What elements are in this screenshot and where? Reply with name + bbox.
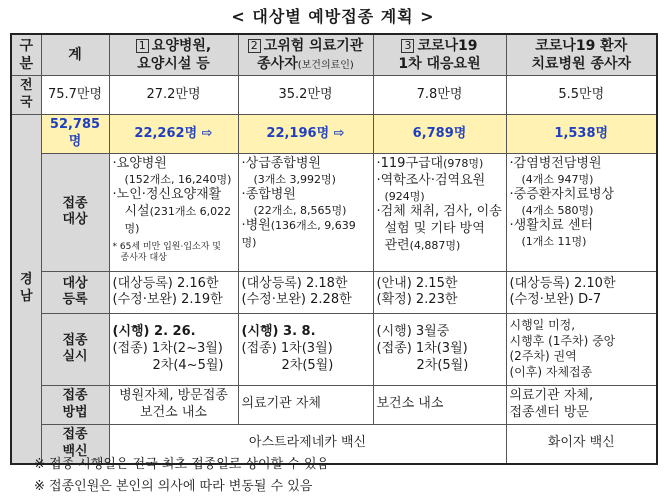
col3-number-box: 3 xyxy=(401,39,414,53)
implementation-c1 xyxy=(109,313,238,385)
target-c2-b: (3개소 3,992명) xyxy=(253,172,336,186)
method-c1-a: 병원자체, 방문접종 xyxy=(119,387,228,403)
registration-c4-a: (대상등록) 2.10한 xyxy=(509,275,616,291)
target-c1-a: ·요양병원 xyxy=(112,155,167,171)
registration-c3 xyxy=(373,271,506,313)
implementation-c3-b: (접종) 1차(3월) xyxy=(376,340,468,356)
target-c1-note1: * 65세 미만 입원·입소자 및 xyxy=(112,241,222,252)
implementation-c2-c: 2차(5월) xyxy=(281,357,334,373)
page-title: < 대상별 예방접종 계획 > xyxy=(231,7,435,26)
gyeongnam-c1 xyxy=(109,115,238,154)
implementation-c4-a: 시행일 미정, xyxy=(509,318,576,333)
implementation-c1-a: (시행) 2. 26. xyxy=(112,324,196,340)
method-c4-b: 접종센터 방문 xyxy=(509,404,589,420)
method-c4 xyxy=(506,385,657,424)
registration-c4 xyxy=(506,271,657,313)
target-c3-f: 설험 및 기타 방역 xyxy=(384,220,485,236)
target-label-1: 접종 xyxy=(62,195,88,211)
implementation-c3 xyxy=(373,313,506,385)
region-label-1: 경 xyxy=(19,271,33,287)
method-c4-a: 의료기관 자체, xyxy=(509,387,594,403)
target-c3-g: 관련 xyxy=(384,237,410,253)
vaccine-pfizer: 화이자 백신 xyxy=(506,424,657,463)
implementation-c2-b: (접종) 1차(3월) xyxy=(241,340,333,356)
target-row xyxy=(11,153,657,271)
target-label xyxy=(41,153,109,271)
vaccine-label-1: 접종 xyxy=(62,426,88,442)
vaccine-label-2: 백신 xyxy=(62,443,88,459)
target-c4-f: (1개소 11명) xyxy=(521,235,587,249)
gyeongnam-c4: 1,538명 xyxy=(506,115,657,154)
method-c3: 보건소 내소 xyxy=(373,385,506,424)
method-label-2: 방법 xyxy=(62,404,88,420)
header-col1-line1: 요양병원, xyxy=(151,38,212,54)
implementation-c3-a: (시행) 3월중 xyxy=(376,324,450,340)
region-label-2: 남 xyxy=(19,288,33,304)
registration-c3-a: (안내) 2.15한 xyxy=(376,275,458,291)
gyeongnam-count-row xyxy=(11,115,657,154)
target-c3-d: (924명) xyxy=(384,189,425,203)
header-col3-line1: 코로나19 xyxy=(417,38,478,54)
registration-label-2: 등록 xyxy=(62,292,88,308)
gyeongnam-c1-value: 22,262명 xyxy=(134,125,198,141)
target-c4-e: ·생활치료 센터 xyxy=(509,218,594,234)
registration-c1-a: (대상등록) 2.16한 xyxy=(112,275,219,291)
national-c1: 27.2만명 xyxy=(109,76,238,115)
target-c1 xyxy=(109,153,238,271)
national-c2: 35.2만명 xyxy=(238,76,373,115)
implementation-c4-d: (이후) 자체접종 xyxy=(509,365,593,380)
implementation-c1-c: 2차(4~5월) xyxy=(152,357,224,373)
target-c3-b: (978명) xyxy=(443,156,484,170)
gyeongnam-total: 52,785명 xyxy=(41,115,109,154)
registration-c3-b: (확정) 2.23한 xyxy=(376,292,458,308)
col2-number-box: 2 xyxy=(248,39,261,53)
header-total: 계 xyxy=(41,34,109,76)
arrow-right-icon: ⇨ xyxy=(333,125,345,141)
header-col4 xyxy=(506,34,657,76)
registration-c1-b: (수정·보완) 2.19한 xyxy=(112,292,223,308)
implementation-c4 xyxy=(506,313,657,385)
target-c1-d: 시설 xyxy=(124,204,150,220)
target-c3-c: ·역학조사·검역요원 xyxy=(376,172,486,188)
target-c2 xyxy=(238,153,373,271)
method-c1-b: 보건소 내소 xyxy=(140,404,207,420)
footnote-1: ※ 접종 시행일은 전국 최초 접종일로 상이할 수 있음 xyxy=(34,457,330,472)
target-c1-c: ·노인·정신요양재활 xyxy=(112,187,222,203)
region-label xyxy=(11,115,41,464)
header-col4-line1: 코로나19 환자 xyxy=(535,38,628,54)
national-label-2: 국 xyxy=(19,95,33,111)
header-col3-line2: 1차 대응요원 xyxy=(398,56,481,73)
national-total: 75.7만명 xyxy=(41,76,109,115)
header-row xyxy=(11,34,657,76)
implementation-row xyxy=(11,313,657,385)
vaccination-plan-table xyxy=(10,33,658,465)
national-c3: 7.8만명 xyxy=(373,76,506,115)
col1-number-box: 1 xyxy=(136,39,149,53)
target-c2-d: (22개소, 8,565명) xyxy=(253,204,347,218)
target-c3 xyxy=(373,153,506,271)
header-col2 xyxy=(238,34,373,76)
method-label-1: 접종 xyxy=(62,387,88,403)
implementation-label xyxy=(41,313,109,385)
target-c1-b: (152개소, 16,240명) xyxy=(124,172,232,186)
target-c4-d: (4개소 580명) xyxy=(521,204,594,218)
registration-label xyxy=(41,271,109,313)
target-c2-e: ·병원 xyxy=(241,218,271,234)
target-c1-note2: 종사자 대상 xyxy=(120,252,167,263)
implementation-label-1: 접종 xyxy=(62,332,88,348)
footnote-2: ※ 접종인원은 본인의 의사에 따라 변동될 수 있음 xyxy=(34,479,313,494)
method-row xyxy=(11,385,657,424)
target-label-2: 대상 xyxy=(62,212,88,228)
arrow-right-icon: ⇨ xyxy=(201,125,213,141)
header-col1 xyxy=(109,34,238,76)
header-col3 xyxy=(373,34,506,76)
gyeongnam-c3: 6,789명 xyxy=(373,115,506,154)
implementation-c2 xyxy=(238,313,373,385)
target-c2-c: ·종합병원 xyxy=(241,187,296,203)
target-c4-b: (4개소 947명) xyxy=(521,172,594,186)
footnotes xyxy=(34,454,329,498)
registration-c2 xyxy=(238,271,373,313)
target-c4-c: ·중증환자치료병상 xyxy=(509,187,615,203)
target-c3-h: (4,887명) xyxy=(409,238,461,252)
target-c2-a: ·상급종합병원 xyxy=(241,155,321,171)
target-c4 xyxy=(506,153,657,271)
method-c2: 의료기관 자체 xyxy=(238,385,373,424)
gyeongnam-c2-value: 22,196명 xyxy=(266,125,330,141)
registration-c2-a: (대상등록) 2.18한 xyxy=(241,275,348,291)
implementation-c2-a: (시행) 3. 8. xyxy=(241,324,316,340)
header-col2-line1: 고위험 의료기관 xyxy=(263,38,364,54)
national-row xyxy=(11,76,657,115)
target-c4-a: ·감염병전담병원 xyxy=(509,155,602,171)
header-col1-line2: 요양시설 등 xyxy=(137,56,210,73)
registration-c1 xyxy=(109,271,238,313)
target-c3-a: ·119구급대 xyxy=(376,155,444,171)
registration-c2-b: (수정·보완) 2.28한 xyxy=(241,292,352,308)
gyeongnam-c2 xyxy=(238,115,373,154)
national-label xyxy=(11,76,41,115)
implementation-c4-b: 시행후 (1주차) 중앙 xyxy=(509,333,616,348)
registration-label-1: 대상 xyxy=(62,275,88,291)
implementation-c1-b: (접종) 1차(2~3월) xyxy=(112,340,223,356)
national-label-1: 전 xyxy=(19,78,33,94)
registration-c4-b: (수정·보완) D-7 xyxy=(509,292,602,308)
method-c1 xyxy=(109,385,238,424)
implementation-c3-c: 2차(5월) xyxy=(416,357,469,373)
vaccine-astrazeneca: 아스트라제네카 백신 xyxy=(109,424,506,463)
header-col2-line2: 종사자 xyxy=(257,56,298,73)
header-col4-line2: 치료병원 종사자 xyxy=(531,56,632,73)
header-category: 구분 xyxy=(11,34,41,76)
target-c1-e: (231개소 6,022명) xyxy=(124,205,232,235)
target-c2-f: (136개소, 9,639명) xyxy=(241,219,356,250)
implementation-c4-c: (2주차) 권역 xyxy=(509,349,577,364)
registration-row xyxy=(11,271,657,313)
implementation-label-2: 실시 xyxy=(62,349,88,365)
target-c3-e: ·검체 채취, 검사, 이송 xyxy=(376,204,502,220)
header-col2-small: (보건의료인) xyxy=(297,60,354,72)
national-c4: 5.5만명 xyxy=(506,76,657,115)
method-label xyxy=(41,385,109,424)
